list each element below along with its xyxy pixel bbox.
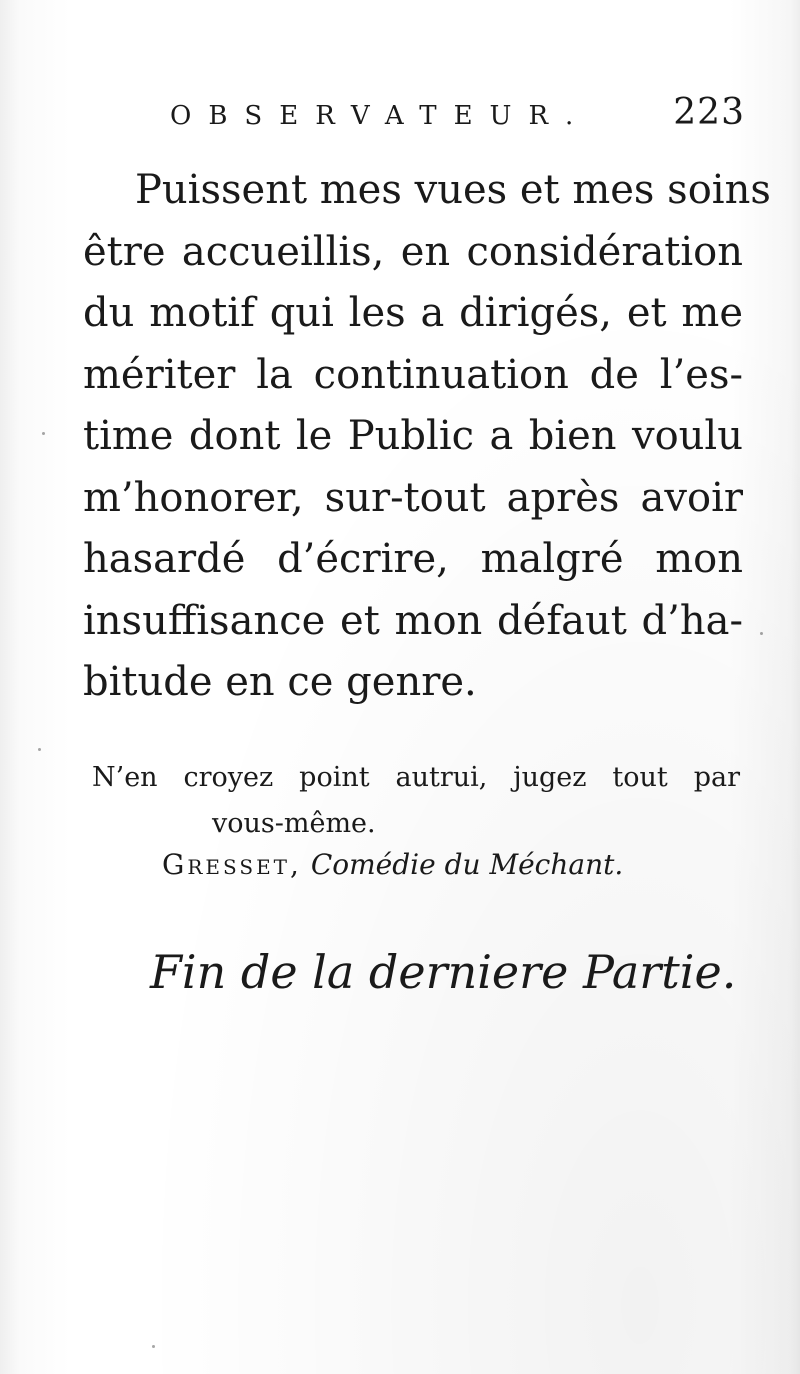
body-line: time dont le Public a bien voulu [83, 413, 743, 459]
paper-speck [42, 432, 45, 435]
page-number: 223 [673, 92, 745, 133]
attribution-work: Comédie du Méchant. [310, 848, 624, 881]
body-line: bitude en ce genre. [83, 659, 477, 705]
paper-speck [38, 748, 41, 751]
body-line: être accueillis, en considération [83, 228, 743, 275]
epigraph-line: vous-même. [212, 808, 376, 839]
body-line: insuffisance et mon défaut d’ha- [83, 597, 743, 644]
epigraph-line: N’en croyez point autrui, jugez tout par [92, 762, 740, 793]
page-header [170, 92, 745, 142]
running-head: OBSERVATEUR. [170, 101, 591, 131]
body-line: Puissent mes vues et mes soins [135, 167, 771, 213]
paper-speck [152, 1345, 155, 1348]
epigraph-attribution [162, 848, 623, 881]
epigraph-quote [92, 755, 740, 847]
body-line: m’honorer, sur-tout après avoir [83, 474, 743, 521]
body-line: hasardé d’écrire, malgré mon [83, 536, 743, 582]
body-line: du motif qui les a dirigés, et me [83, 290, 743, 336]
paper-speck [760, 632, 763, 635]
body-paragraph [83, 160, 771, 714]
closing-line: Fin de la derniere Partie. [150, 945, 737, 999]
attribution-author: Gresset, [162, 848, 302, 881]
body-line: mériter la continuation de l’es- [83, 351, 743, 398]
